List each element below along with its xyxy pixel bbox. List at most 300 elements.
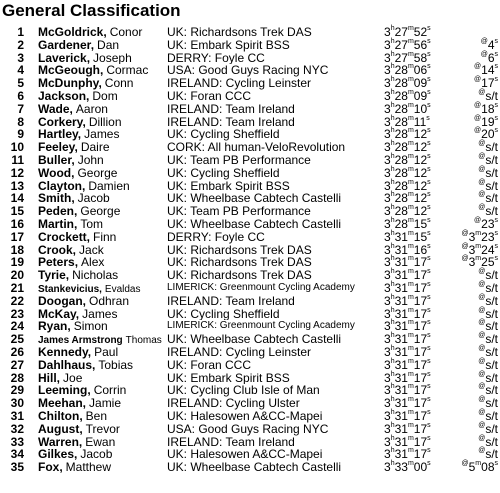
time-value: 24 — [481, 242, 495, 257]
time-unit: h — [390, 421, 395, 429]
time-unit: m — [407, 25, 414, 32]
rider-surname: Meehan, — [38, 397, 87, 410]
time-unit: h — [390, 268, 395, 276]
rider-team: UK: Richardsons Trek DAS — [167, 26, 312, 39]
rider-surname: Dahlhaus, — [38, 358, 96, 372]
rider-name — [38, 410, 166, 423]
time-value: 27 — [394, 25, 408, 39]
rider-position: 14 — [10, 191, 24, 206]
time-value: 27 — [394, 50, 408, 65]
time-value: 31 — [394, 396, 408, 411]
time-value: 3 — [384, 357, 391, 372]
rider-team: UK: Halesowen A&CC-Mapei — [167, 448, 323, 462]
rider-firstname: Alex — [81, 256, 105, 270]
rider-name — [38, 77, 166, 90]
time-unit: m — [407, 101, 414, 109]
time-value: s/t — [485, 293, 498, 308]
time-value: s/t — [485, 268, 498, 283]
time-value: 28 — [394, 165, 408, 180]
rider-firstname: Ben — [85, 409, 108, 423]
rider-position: 33 — [10, 434, 24, 449]
time-value: 28 — [394, 88, 408, 103]
time-unit: s — [427, 344, 431, 352]
time-value: 17 — [413, 357, 428, 372]
time-value: 3 — [384, 25, 391, 39]
time-unit: m — [475, 460, 482, 468]
time-value: 17 — [413, 383, 428, 398]
rider-team: UK: Foran CCC — [167, 89, 252, 103]
rider-surname: Hill, — [38, 371, 61, 385]
rider-firstname: Dan — [97, 38, 120, 52]
time-value: 3 — [384, 370, 391, 385]
time-value: 17 — [413, 434, 428, 449]
time-unit: m — [407, 306, 414, 314]
time-unit: m — [407, 50, 414, 58]
time-value: 28 — [394, 114, 408, 129]
time-value: 18 — [481, 101, 495, 116]
rider-firstname: Paul — [94, 345, 119, 359]
time-value: 31 — [394, 421, 408, 436]
rider-surname: Buller, — [38, 153, 75, 167]
time-unit: m — [407, 408, 414, 416]
rider-team: DERRY: Foyle CC — [167, 230, 265, 244]
time-unit: m — [407, 421, 414, 429]
time-value: 31 — [394, 344, 408, 359]
rider-name — [38, 308, 166, 321]
time-unit: m — [407, 319, 414, 327]
rider-firstname: Ewan — [85, 435, 116, 449]
time-value: s/t — [485, 204, 498, 219]
time-value: 17 — [413, 255, 428, 270]
time-value: 3 — [384, 447, 391, 462]
gap-at-marker: @ — [478, 306, 486, 314]
rider-position: 4 — [17, 63, 24, 78]
time-value: 28 — [394, 216, 408, 231]
rider-team: UK: Cycling Sheffield — [167, 307, 280, 321]
time-value: 3 — [468, 255, 476, 270]
time-unit: h — [390, 293, 395, 301]
rider-firstname: Joe — [63, 371, 83, 385]
time-value: 3 — [384, 434, 391, 449]
time-value: s/t — [485, 383, 498, 398]
rider-position: 8 — [17, 114, 24, 129]
time-unit: s — [427, 76, 431, 84]
time-unit: m — [407, 268, 414, 276]
time-unit: s — [427, 332, 431, 340]
time-unit: m — [407, 178, 414, 186]
rider-team: UK: Cycling Sheffield — [167, 166, 280, 180]
rider-position: 23 — [10, 306, 24, 321]
time-unit: s — [427, 268, 431, 276]
time-unit: h — [390, 344, 395, 352]
time-value: 17 — [481, 76, 495, 91]
time-value: 3 — [384, 383, 391, 398]
time-unit: m — [407, 255, 414, 263]
rider-surname: Wood, — [38, 166, 75, 180]
rider-team: UK: Wheelbase Cabtech Castelli — [167, 461, 342, 474]
time-unit: h — [390, 319, 395, 327]
rider-position: 15 — [10, 204, 24, 219]
time-value: 3 — [384, 165, 391, 180]
rider-surname: Peters, — [38, 256, 79, 270]
time-unit: h — [390, 447, 395, 455]
time-value: 17 — [413, 396, 428, 411]
time-value: 3 — [384, 63, 391, 78]
time-unit: s — [427, 127, 431, 135]
time-value: 28 — [394, 191, 408, 206]
rider-firstname: Conn — [104, 77, 134, 90]
rider-firstname: George — [80, 205, 121, 218]
rider-firstname: Thomas — [125, 335, 162, 347]
rider-name — [38, 372, 166, 385]
time-unit: h — [390, 101, 395, 109]
time-unit: m — [407, 63, 414, 71]
gap-at-marker: @ — [478, 165, 486, 173]
rider-name — [38, 64, 166, 77]
gap-at-marker: @ — [474, 114, 482, 122]
rider-firstname: Corrin — [93, 384, 127, 398]
rider-position: 12 — [10, 165, 24, 180]
time-value: 15 — [413, 229, 428, 244]
gap-at-marker: @ — [474, 101, 482, 109]
rider-firstname: Simon — [73, 320, 108, 334]
rider-name — [38, 423, 166, 436]
rider-position: 21 — [10, 280, 24, 295]
time-value: 3 — [384, 50, 391, 65]
time-unit: s — [494, 255, 498, 263]
rider-gap — [446, 461, 498, 474]
time-value: 12 — [413, 152, 428, 167]
time-value: 3 — [384, 140, 391, 155]
time-value: 31 — [394, 280, 408, 295]
rider-surname: August, — [38, 422, 83, 436]
time-value: 25 — [481, 255, 495, 270]
time-value: 28 — [394, 140, 408, 155]
rider-name — [38, 167, 166, 180]
rider-name — [38, 192, 166, 205]
time-value: 3 — [384, 242, 391, 257]
time-value: 3 — [384, 114, 391, 129]
time-unit: m — [407, 216, 414, 224]
rider-name — [38, 448, 166, 461]
rider-position: 1 — [17, 25, 24, 39]
time-unit: s — [427, 383, 431, 391]
rider-team: UK: Embark Spirit BSS — [167, 38, 290, 52]
time-unit: s — [427, 191, 431, 199]
time-unit: m — [407, 344, 414, 352]
time-unit: m — [475, 229, 482, 237]
time-unit: h — [390, 50, 395, 58]
rider-firstname: Evaldas — [104, 283, 141, 295]
page-title: General Classification — [2, 1, 181, 20]
rider-surname: Gardener, — [38, 38, 95, 52]
time-unit: h — [390, 229, 395, 237]
time-value: 28 — [394, 101, 408, 116]
rider-firstname: Damien — [88, 179, 130, 193]
rider-team: UK: Cycling Sheffield — [167, 128, 280, 142]
time-unit: m — [407, 191, 414, 199]
time-value: 17 — [413, 370, 428, 385]
rider-team: UK: Wheelbase Cabtech Castelli — [167, 192, 342, 206]
rider-team: UK: Richardsons Trek DAS — [167, 269, 312, 282]
rider-team: UK: Halesowen A&CC-Mapei — [167, 409, 323, 423]
rider-firstname: James — [82, 307, 118, 321]
time-value: 3 — [384, 88, 391, 103]
rider-position: 31 — [10, 408, 24, 423]
time-value: 28 — [394, 178, 408, 193]
time-value: 12 — [413, 178, 428, 193]
rider-surname: Clayton, — [38, 179, 86, 193]
rider-name — [38, 116, 166, 129]
time-unit: s — [427, 178, 431, 186]
time-value: 16 — [413, 242, 428, 257]
time-unit: s — [494, 37, 498, 45]
time-value: 17 — [413, 408, 428, 423]
time-unit: s — [494, 229, 498, 237]
rider-surname: McDunphy, — [38, 77, 102, 90]
time-value: 3 — [384, 255, 391, 270]
time-unit: m — [407, 37, 414, 45]
rider-surname: James Armstrong — [38, 335, 123, 347]
time-value: s/t — [485, 396, 498, 411]
rider-name — [38, 205, 166, 218]
rider-position: 25 — [10, 332, 24, 347]
time-value: 3 — [384, 421, 391, 436]
rider-surname: McKay, — [38, 307, 80, 321]
time-unit: s — [494, 242, 498, 250]
time-value: 17 — [413, 268, 428, 283]
gap-at-marker: @ — [478, 88, 486, 96]
classification-table — [0, 26, 500, 474]
rider-firstname: Conor — [109, 26, 143, 39]
time-value: 3 — [384, 344, 391, 359]
time-value: s/t — [485, 88, 498, 103]
time-unit: m — [407, 127, 414, 135]
time-unit: h — [390, 63, 395, 71]
rider-firstname: Cormac — [106, 64, 149, 78]
rider-surname: Peden, — [38, 205, 78, 218]
time-value: 17 — [413, 447, 428, 462]
time-value: 31 — [394, 255, 408, 270]
rider-position: 30 — [10, 396, 24, 411]
time-value: 31 — [394, 229, 408, 244]
rider-firstname: Joseph — [93, 51, 132, 65]
rider-name — [38, 90, 166, 103]
rider-surname: Warren, — [38, 435, 83, 449]
gap-at-marker: @ — [478, 408, 486, 416]
time-value: s/t — [485, 421, 498, 436]
time-unit: h — [390, 383, 395, 391]
gap-at-marker: @ — [461, 460, 469, 468]
time-unit: s — [427, 370, 431, 378]
gap-at-marker: @ — [461, 229, 469, 237]
rider-name — [38, 218, 166, 231]
rider-surname: Fox, — [38, 461, 63, 474]
rider-surname: Laverick, — [38, 51, 91, 65]
time-value: 3 — [384, 101, 391, 116]
time-unit: s — [427, 460, 431, 468]
rider-surname: Crockett, — [38, 230, 91, 244]
time-value: s/t — [485, 178, 498, 193]
time-value: 31 — [394, 268, 408, 283]
rider-surname: Feeley, — [38, 141, 78, 154]
time-unit: m — [407, 165, 414, 173]
rider-team: IRELAND: Team Ireland — [167, 102, 295, 116]
time-value: 09 — [413, 76, 428, 91]
time-unit: s — [427, 396, 431, 404]
gap-at-marker: @ — [474, 216, 482, 224]
time-value: 12 — [413, 204, 428, 219]
time-value: 28 — [394, 204, 408, 219]
time-unit: h — [390, 370, 395, 378]
gap-at-marker: @ — [478, 293, 486, 301]
gap-at-marker: @ — [478, 152, 486, 160]
time-unit: h — [390, 152, 395, 160]
gap-at-marker: @ — [478, 434, 486, 442]
time-unit: m — [407, 76, 414, 84]
time-value: 3 — [384, 306, 391, 321]
time-value: 3 — [384, 293, 391, 308]
time-value: 3 — [384, 280, 391, 295]
time-unit: m — [407, 383, 414, 391]
rider-name — [38, 180, 166, 193]
gap-at-marker: @ — [474, 127, 482, 135]
rider-firstname: Jack — [79, 243, 104, 257]
time-unit: s — [427, 101, 431, 109]
time-value: s/t — [485, 447, 498, 462]
time-value: 17 — [413, 319, 428, 334]
gap-at-marker: @ — [478, 421, 486, 429]
rider-position: 27 — [10, 357, 24, 372]
rider-name — [38, 256, 166, 269]
time-unit: h — [390, 280, 395, 288]
time-value: 3 — [384, 37, 391, 52]
time-unit: s — [494, 216, 498, 224]
rider-firstname: Tom — [80, 217, 104, 231]
rider-position: 10 — [10, 140, 24, 155]
rider-team: USA: Good Guys Racing NYC — [167, 422, 329, 436]
time-value: 27 — [394, 37, 408, 52]
time-value: 31 — [394, 383, 408, 398]
gap-at-marker: @ — [478, 396, 486, 404]
time-unit: h — [390, 37, 395, 45]
rider-team: UK: Team PB Performance — [167, 205, 311, 218]
rider-name — [38, 26, 166, 39]
rider-position: 11 — [11, 152, 24, 167]
time-unit: s — [427, 255, 431, 263]
rider-name — [38, 141, 166, 154]
time-value: 31 — [394, 434, 408, 449]
time-unit: m — [407, 332, 414, 340]
time-unit: s — [427, 280, 431, 288]
rider-firstname: Odhran — [89, 294, 130, 308]
time-value: 17 — [413, 421, 428, 436]
rider-surname: Gilkes, — [38, 448, 78, 462]
gap-at-marker: @ — [478, 344, 486, 352]
time-value: 3 — [384, 319, 391, 334]
time-unit: s — [427, 165, 431, 173]
time-value: s/t — [485, 191, 498, 206]
time-unit: s — [427, 421, 431, 429]
time-unit: s — [494, 460, 498, 468]
time-value: 31 — [394, 408, 408, 423]
rider-position: 7 — [17, 101, 24, 116]
time-value: 58 — [413, 50, 428, 65]
time-unit: m — [407, 204, 414, 212]
rider-firstname: Finn — [93, 230, 117, 244]
rider-surname: Ryan, — [38, 320, 71, 334]
time-value: 3 — [384, 127, 391, 142]
time-unit: m — [407, 447, 414, 455]
rider-surname: Hartley, — [38, 128, 82, 142]
gap-at-marker: @ — [478, 332, 486, 340]
time-value: 12 — [413, 140, 428, 155]
gap-at-marker: @ — [474, 76, 482, 84]
time-value: s/t — [485, 140, 498, 155]
time-unit: s — [427, 434, 431, 442]
time-value: 31 — [394, 332, 408, 347]
rider-name — [38, 359, 166, 372]
rider-firstname: Nicholas — [72, 269, 119, 282]
rider-name — [38, 269, 166, 282]
time-unit: s — [427, 50, 431, 58]
rider-name — [38, 436, 166, 449]
rider-surname: Doogan, — [38, 294, 86, 308]
time-value: 17 — [413, 344, 428, 359]
rider-name — [38, 39, 166, 52]
rider-surname: Tyrie, — [38, 269, 70, 282]
time-value: 31 — [394, 319, 408, 334]
time-value: s/t — [485, 280, 498, 295]
time-value: 17 — [413, 306, 428, 321]
time-unit: h — [390, 204, 395, 212]
time-value: s/t — [485, 332, 498, 347]
time-value: 23 — [481, 229, 495, 244]
rider-surname: McGeough, — [38, 64, 104, 78]
time-unit: s — [427, 242, 431, 250]
gap-at-marker: @ — [478, 204, 486, 212]
time-value: 31 — [394, 242, 408, 257]
time-unit: m — [407, 242, 414, 250]
time-unit: s — [427, 37, 431, 45]
rider-firstname: Dom — [92, 89, 118, 103]
time-value: 31 — [394, 306, 408, 321]
time-unit: s — [494, 114, 498, 122]
time-unit: h — [390, 25, 395, 32]
time-value: 10 — [413, 101, 428, 116]
time-unit: s — [427, 152, 431, 160]
time-unit: m — [407, 152, 414, 160]
gap-at-marker: @ — [478, 319, 486, 327]
time-value: 08 — [481, 460, 495, 475]
rider-team: UK: Wheelbase Cabtech Castelli — [167, 333, 342, 346]
time-unit: s — [494, 127, 498, 135]
time-unit: m — [407, 229, 414, 237]
rider-name — [38, 461, 166, 474]
time-unit: m — [407, 370, 414, 378]
time-unit: s — [426, 114, 430, 122]
time-unit: h — [390, 396, 395, 404]
time-value: 11 — [413, 114, 427, 129]
rider-position: 2 — [17, 37, 24, 52]
time-unit: m — [407, 114, 414, 122]
time-unit: h — [390, 216, 395, 224]
rider-team: UK: Richardsons Trek DAS — [167, 243, 312, 257]
rider-position: 34 — [10, 447, 24, 462]
rider-surname: Stankevicius, — [38, 283, 102, 295]
rider-position: 19 — [10, 255, 24, 270]
rider-team: UK: Team PB Performance — [167, 153, 311, 167]
